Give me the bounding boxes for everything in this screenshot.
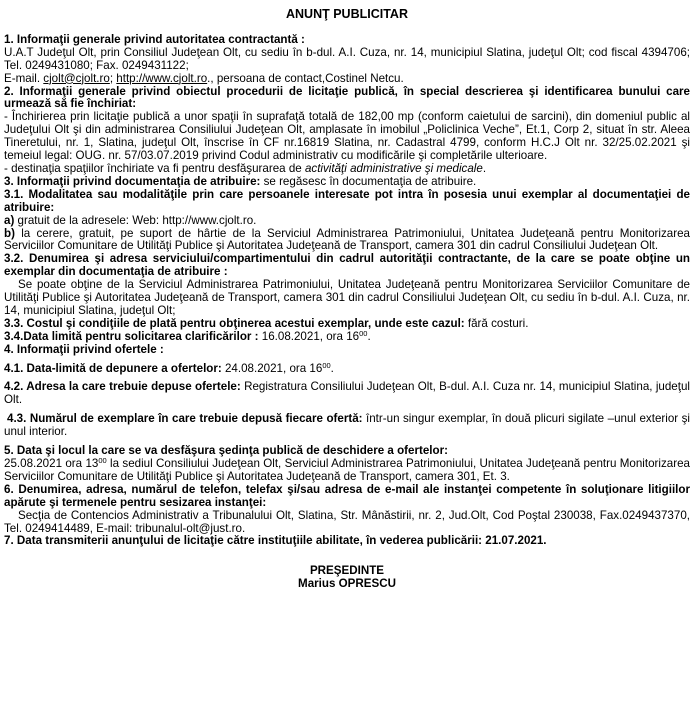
section-4-1-heading: 4.1. Data-limită de depunere a ofertelor: <box>4 361 225 375</box>
email-label: E-mail. <box>4 71 44 85</box>
destination-activities: activităţi administrative şi medicale <box>304 161 483 175</box>
section-3-title: 3. Informaţii privind documentaţia de atribuire: <box>4 174 264 188</box>
destination-end: . <box>482 161 487 175</box>
section-3-2-heading: 3.2. Denumirea şi adresa serviciului/compartimentului din cadrul autorităţii contractante, de la care se poate obţine un exemplar din documentaţia de atribuire : <box>4 252 690 279</box>
signature-role: PREŞEDINTE <box>309 564 385 578</box>
section-5-minutes: 00 <box>98 456 107 465</box>
section-4-2-heading: 4.2. Adresa la care trebuie depuse ofertele: <box>4 380 245 394</box>
section-3-4-end: . <box>367 329 371 343</box>
section-4-1-date: 24.08.2021, ora 16 <box>224 361 323 375</box>
email-link[interactable]: cjolt@cjolt.ro <box>43 71 110 85</box>
option-b-text: la cerere, gratuit, pe suport de hârtie de la Serviciul Administrarea Patrimoniului, Unitatea Judeţeană pentru Monitorizarea Serviciilor Comunitare de Utilităţi Publice şi Autoritatea Judeţeană de Transport, camera 301 din cadrul Consiliului Judeţean Olt. <box>4 226 690 253</box>
section-1-contact <box>4 73 690 86</box>
section-4-1 <box>4 360 690 376</box>
section-4-3 <box>4 413 690 439</box>
signature-block <box>4 564 690 590</box>
section-3-4-minutes: 00 <box>359 328 368 338</box>
destination-text: - destinaţia spaţiilor închiriate va fi pentru desfăşurarea de <box>4 161 305 175</box>
section-5-text <box>4 458 690 484</box>
section-4-1-end: . <box>330 361 334 375</box>
website-link[interactable]: http://www.cjolt.ro <box>116 71 208 85</box>
section-3-1-option-b <box>4 228 690 254</box>
section-4-3-text: într-un singur exemplar, în două plicuri sigilate –unul exterior şi unul interior. <box>4 412 690 439</box>
section-6-text: Secţia de Contencios Administrativ a Tribunalului Olt, Slatina, Str. Mânăstirii, nr. 2, Jud.Olt, Cod Poştal 230038, Fax.0249437370, Tel. 0249414489, E-mail: tribunalul-olt@just.ro. <box>4 508 690 535</box>
section-3-3-heading: 3.3. Costul şi condiţiile de plată pentru obţinerea acestui exemplar, unde este cazul: <box>4 316 468 330</box>
section-4-2-text: Registratura Consiliului Judeţean Olt, B-dul. A.I. Cuza nr. 14, municipiul Slatina, judeţul Olt. <box>4 380 690 407</box>
section-1-text: U.A.T Judeţul Olt, prin Consiliul Judeţean Olt, cu sediu în b-dul. A.I. Cuza, nr. 14, municipiul Slatina, judeţul Olt; cod fiscal 4394706; Tel. 0249431080; Fax. 0249431122; <box>4 45 690 72</box>
section-3-2-text: Se poate obţine de la Serviciul Administrarea Patrimoniului, Unitatea Judeţeană pentru Monitorizarea Serviciilor Comunitare de Utilităţi Publice şi Autoritatea Judeţeană de Transport, camera 301 din cadrul Consiliului Judeţean Olt, cu sediu în b-dul. A.I. Cuza, nr. 14, municipiul Slatina, judeţul Olt; <box>4 278 690 317</box>
section-3-4-heading: 3.4.Data limită pentru solicitarea clarificărilor : <box>4 329 262 343</box>
section-5-date: 25.08.2021 ora 13 <box>4 457 99 470</box>
section-2-heading: 2. Informaţii generale privind obiectul procedurii de licitaţie publică, în special descrierea şi identificarea bunului care urmează să fie închiriat: <box>4 84 690 111</box>
section-3-heading <box>4 176 690 189</box>
email-separator: ; <box>109 71 117 85</box>
page-title: ANUNŢ PUBLICITAR <box>286 7 408 21</box>
section-5-heading: 5. Data şi locul la care se va desfăşura şedinţa publică de deschidere a ofertelor: <box>4 444 448 458</box>
section-4-1-minutes: 00 <box>322 360 331 370</box>
section-3-4-date: 16.08.2021, ora 16 <box>261 329 360 343</box>
section-4-2 <box>4 381 690 407</box>
option-b-label: b) <box>4 226 15 240</box>
section-3-3-text: fără costuri. <box>467 316 529 330</box>
section-6-heading: 6. Denumirea, adresa, numărul de telefon, telefax şi/sau adresa de e-mail ale instanţei competente în soluţionare litigiilor apărute şi termenele pentru sesizarea instanţei: <box>4 482 690 509</box>
section-3-note: se regăsesc în documentaţia de atribuire. <box>263 174 477 188</box>
section-4-heading: 4. Informaţii privind ofertele : <box>4 342 164 356</box>
section-3-1-heading: 3.1. Modalitatea sau modalităţile prin care persoanele interesate pot intra în posesia unui exemplar al documentaţiei de atribuire: <box>4 187 690 214</box>
option-a-text: gratuit de la adresele: Web: http://www.cjolt.ro. <box>14 213 257 227</box>
section-3-4 <box>4 328 690 344</box>
section-1-heading: 1. Informaţii generale privind autoritatea contractantă : <box>4 32 305 46</box>
option-a-label: a) <box>4 213 15 227</box>
contact-person: ., persoana de contact,Costinel Netcu. <box>207 71 404 85</box>
section-2-text: - Închirierea prin licitaţie publică a unor spaţii în suprafaţă totală de 182,00 mp (conform caietului de sarcini), din domeniul public al Judeţului Olt şi din administrarea Consiliului Judeţean Olt, amplasate în imobilul „Policlinica Veche”, Et.1, Corp 2, situat în str. Aleea Tineretului, nr. 1, Slatina, judeţul Olt, înscrise în CF nr.16819 Slatina, nr. Cadastral 4799, conform H.C.J Olt nr. 32/25.02.2021 şi temeiul legal: OUG. nr. 57/03.07.2019 privind Codul administrativ cu modificările şi completările ulterioare. <box>4 110 690 163</box>
signature-name: Marius OPRESCU <box>298 577 396 591</box>
document-page <box>4 0 690 590</box>
section-4-3-heading: 4.3. Numărul de exemplare în care trebuie depusă fiecare ofertă: <box>7 412 367 426</box>
section-7-heading: 7. Data transmiterii anunţului de licitaţie către instituţiile abilitate, în vederea publicării: 21.07.2021. <box>4 534 547 548</box>
section-5-location: la sediul Consiliului Judeţean Olt, Serviciul Administrarea Patrimoniului, Unitatea Judeţeană pentru Monitorizarea Serviciilor Comunitare de Utilităţi Publice şi Autoritatea Judeţeană de Transport, camera 301, Et. 3. <box>4 457 690 483</box>
